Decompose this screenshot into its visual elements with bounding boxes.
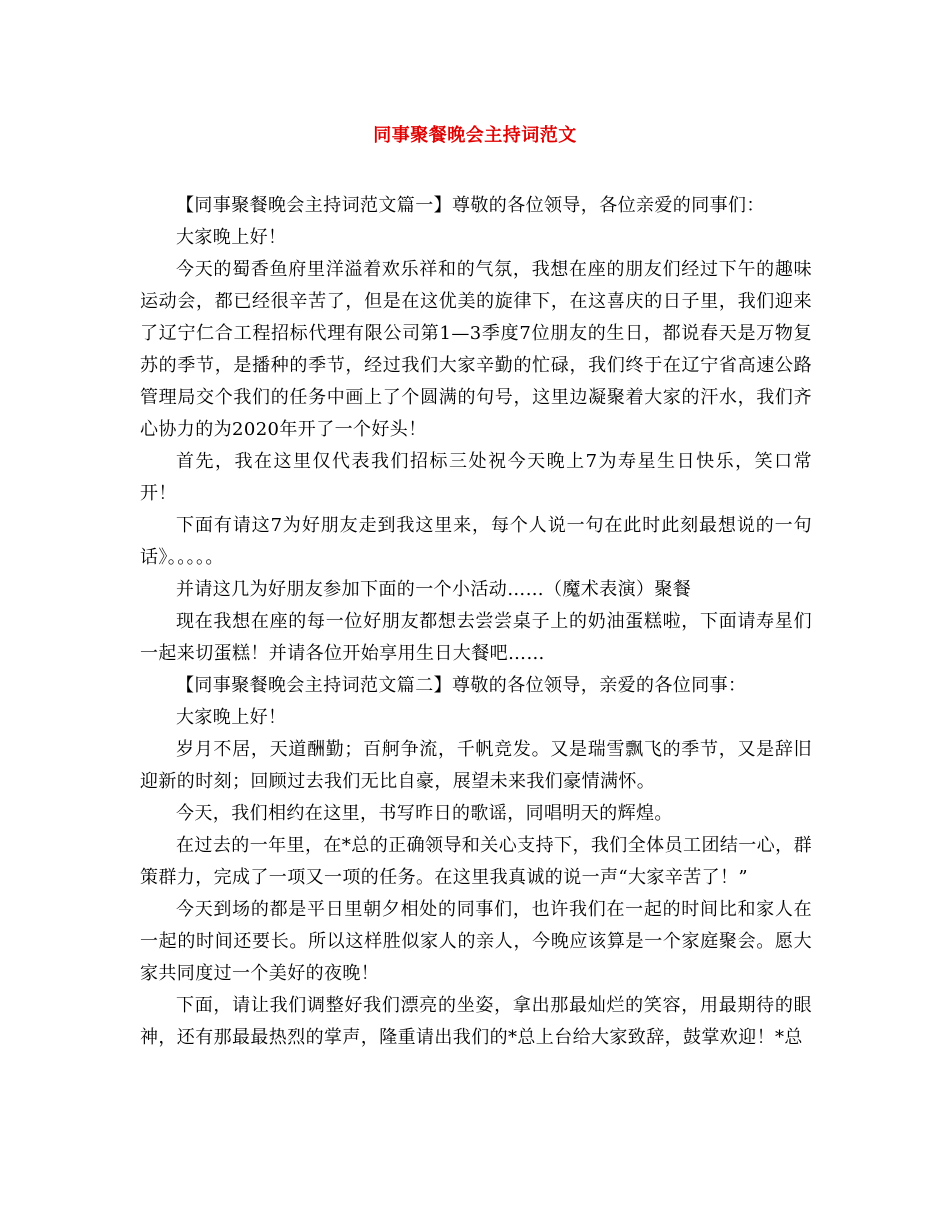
paragraph: 今天，我们相约在这里，书写昨日的歌谣，同唱明天的辉煌。 <box>176 803 673 824</box>
document-title: 同事聚餐晚会主持词范文 <box>373 125 577 146</box>
document-body <box>140 190 812 1054</box>
paragraph-heading-2: 【同事聚餐晚会主持词范文篇二】尊敬的各位领导，亲爱的各位同事： <box>176 675 747 696</box>
paragraph: 首先，我在这里仅代表我们招标三处祝今天晚上7为寿星生日快乐，笑口常开！ <box>140 451 812 504</box>
paragraph-greeting-1: 大家晚上好！ <box>176 227 287 248</box>
paragraph-heading-1: 【同事聚餐晚会主持词范文篇一】尊敬的各位领导，各位亲爱的同事们： <box>176 195 765 216</box>
paragraph: 岁月不居，天道酬勤；百舸争流，千帆竞发。又是瑞雪飘飞的季节，又是辞旧迎新的时刻；回顾过去我们无比自豪，展望未来我们豪情满怀。 <box>140 739 812 792</box>
paragraph: 今天到场的都是平日里朝夕相处的同事们，也许我们在一起的时间比和家人在一起的时间还要长。所以这样胜似家人的亲人，今晚应该算是一个家庭聚会。愿大家共同度过一个美好的夜晚！ <box>140 899 812 984</box>
paragraph: 下面，请让我们调整好我们漂亮的坐姿，拿出那最灿烂的笑容，用最期待的眼神，还有那最最热烈的掌声，隆重请出我们的*总上台给大家致辞，鼓掌欢迎！*总 <box>140 995 812 1048</box>
paragraph: 在过去的一年里，在*总的正确领导和关心支持下，我们全体员工团结一心，群策群力，完成了一项又一项的任务。在这里我真诚的说一声“大家辛苦了！” <box>140 835 812 888</box>
paragraph-greeting-2: 大家晚上好！ <box>176 707 287 728</box>
paragraph: 今天的蜀香鱼府里洋溢着欢乐祥和的气氛，我想在座的朋友们经过下午的趣味运动会，都已经很辛苦了，但是在这优美的旋律下，在这喜庆的日子里，我们迎来了辽宁仁合工程招标代理有限公司第1—3季度7位朋友的生日，都说春天是万物复苏的季节，是播种的季节，经过我们大家辛勤的忙碌，我们终于在辽宁省高速公路管理局交个我们的任务中画上了个圆满的句号，这里边凝聚着大家的汗水，我们齐心协力的为2020年开了一个好头！ <box>140 259 812 440</box>
paragraph: 并请这几为好朋友参加下面的一个小活动……（魔术表演）聚餐 <box>176 579 692 600</box>
paragraph: 现在我想在座的每一位好朋友都想去尝尝桌子上的奶油蛋糕啦，下面请寿星们一起来切蛋糕！并请各位开始享用生日大餐吧…… <box>140 611 812 664</box>
paragraph: 下面有请这7为好朋友走到我这里来，每个人说一句在此时此刻最想说的一句话》。。。。。 <box>140 515 812 568</box>
